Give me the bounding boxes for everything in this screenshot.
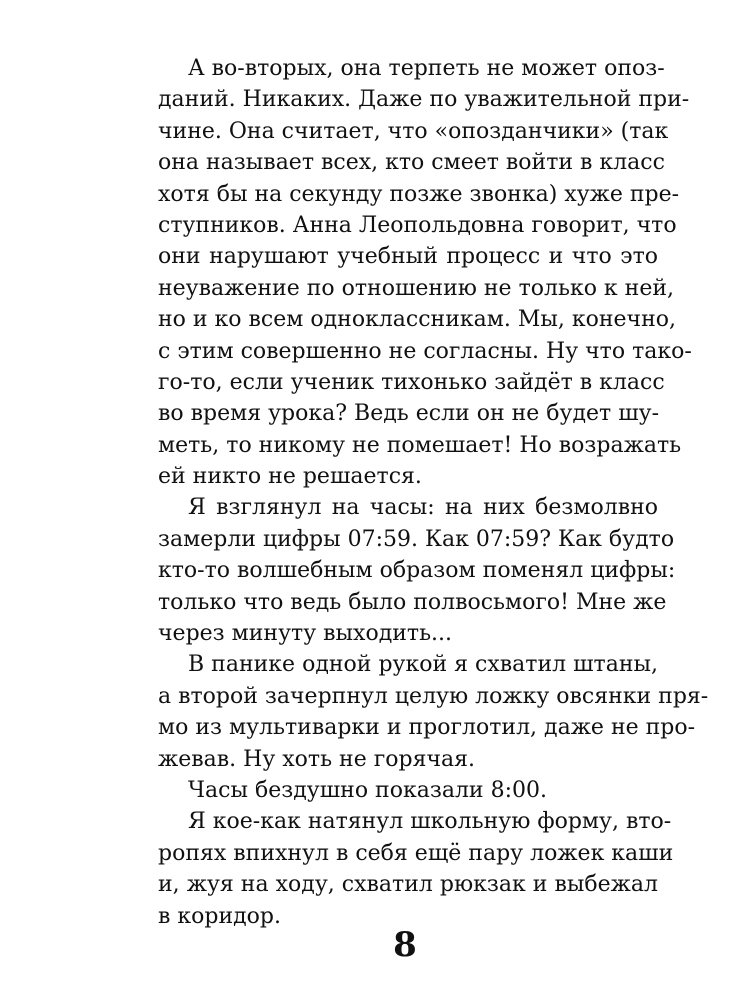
text-line: Я взглянул на часы: на них безмолвно [188, 495, 658, 521]
text-line: чине. Она считает, что «опозданчики» (так [158, 118, 669, 144]
text-line: меть, то никому не помешает! Но возражать [158, 432, 682, 458]
paragraph [158, 806, 674, 932]
paragraph [158, 775, 658, 806]
text-line: ей никто не решается. [158, 464, 422, 490]
text-line: жевав. Ну хоть не горячая. [158, 746, 475, 772]
text-line: ропях впихнул в себя ещё пару ложек каши [158, 840, 674, 866]
text-line: она называет всех, кто смеет войти в класс [158, 150, 665, 176]
paragraph [158, 649, 709, 775]
text-line: неуважение по отношению не только к ней, [158, 275, 675, 301]
text-line: ступников. Анна Леопольдовна говорит, что [158, 212, 677, 238]
text-line: кто-то волшебным образом поменял цифры: [158, 558, 676, 584]
text-line: а второй зачерпнул целую ложку овсянки пря- [158, 683, 709, 709]
text-line: с этим совершенно не согласны. Ну что тако- [158, 338, 692, 364]
text-line: в коридор. [158, 903, 281, 929]
text-line: только что ведь было полвосьмого! Мне же [158, 589, 667, 615]
text-line: В панике одной рукой я схватил штаны, [188, 652, 658, 678]
text-line: во время урока? Ведь если он не будет шу- [158, 401, 660, 427]
text-line: но и ко всем одноклассникам. Мы, конечно, [158, 307, 676, 333]
text-line: они нарушают учебный процесс и что это [158, 244, 658, 270]
page-number: 8 [393, 925, 417, 965]
paragraph [158, 492, 676, 649]
text-line: хотя бы на секунду позже звонка) хуже пре- [158, 181, 680, 207]
text-line: и, жуя на ходу, схватил рюкзак и выбежал [158, 872, 658, 898]
paragraph [158, 53, 692, 492]
text-line: замерли цифры 07:59. Как 07:59? Как будто [158, 526, 675, 552]
text-line: мо из мультиварки и проглотил, даже не про- [158, 715, 696, 741]
text-line: даний. Никаких. Даже по уважительной при- [158, 87, 690, 113]
text-line: Часы бездушно показали 8:00. [188, 777, 547, 803]
text-line: А во-вторых, она терпеть не может опоз- [188, 56, 665, 81]
text-line: Я кое-как натянул школьную форму, вто- [188, 809, 672, 835]
text-line: го-то, если ученик тихонько зайдёт в класс [158, 369, 665, 395]
body-text [158, 53, 709, 932]
text-line: через минуту выходить... [158, 621, 453, 647]
